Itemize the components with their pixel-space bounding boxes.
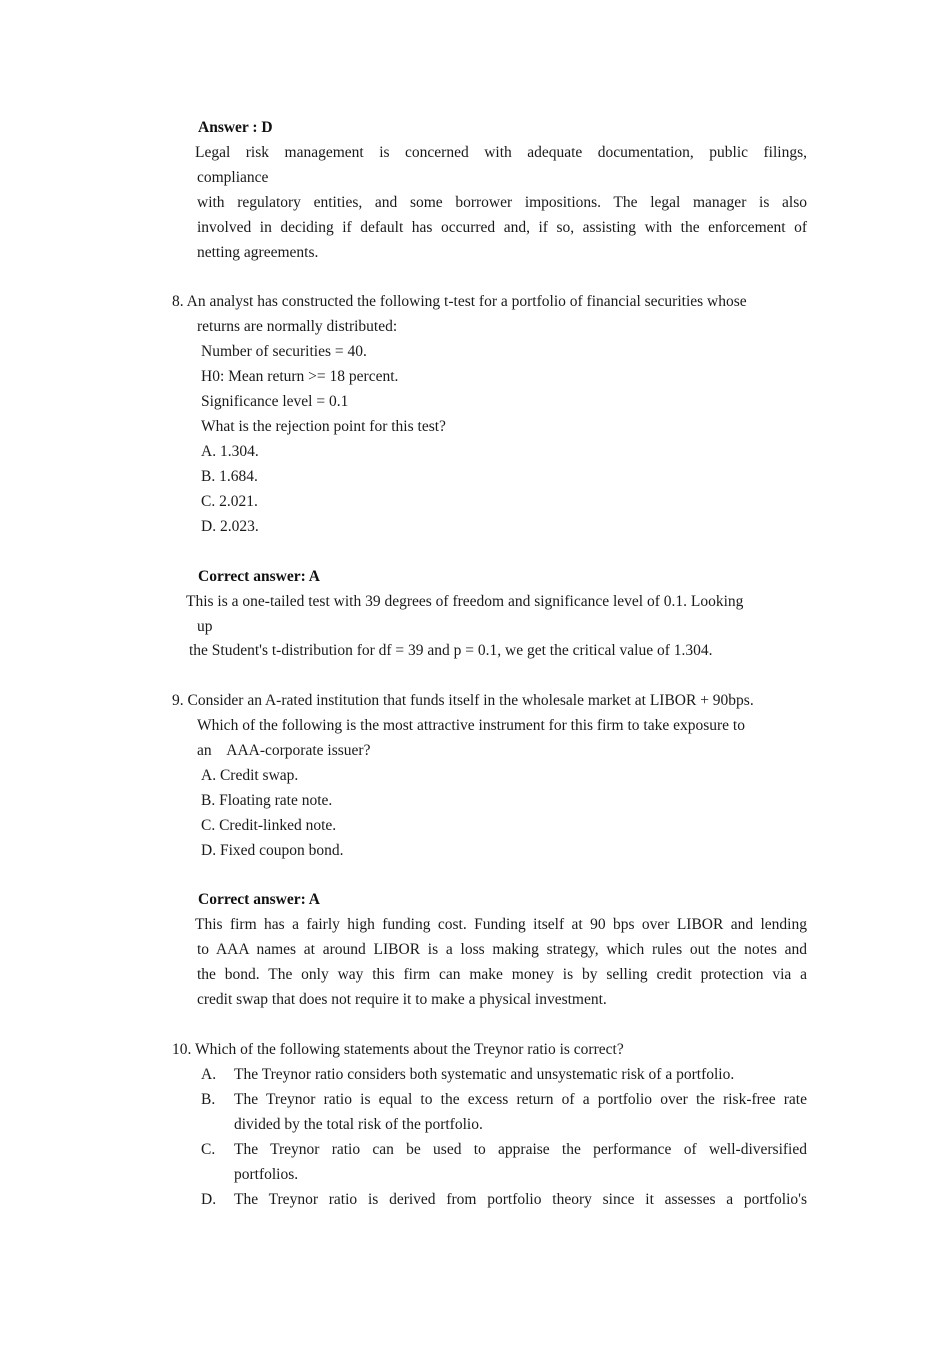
question-10-option-d-letter: D. <box>201 1191 217 1208</box>
question-10-option-a-text: The Treynor ratio considers both systematic and unsystematic risk of a portfolio. <box>234 1066 735 1083</box>
question-8-stem: 8. An analyst has constructed the following t-test for a portfolio of financial securities whose <box>172 293 747 310</box>
explanation-line: up <box>197 618 213 635</box>
question-9-stem: 9. Consider an A-rated institution that funds itself in the wholesale market at LIBOR + 90bps. <box>172 692 754 709</box>
question-8-info: H0: Mean return >= 18 percent. <box>201 368 399 385</box>
question-10-option-c-letter: C. <box>201 1141 216 1158</box>
explanation-line: netting agreements. <box>197 244 319 261</box>
question-8-option-a: A. 1.304. <box>201 443 259 460</box>
question-8-info: Significance level = 0.1 <box>201 393 349 410</box>
explanation-line: Legal risk management is concerned with adequate documentation, public filings, <box>195 144 807 161</box>
question-10-option-d-text: The Treynor ratio is derived from portfolio theory since it assesses a portfolio's <box>234 1191 807 1208</box>
explanation-line: with regulatory entities, and some borrower impositions. The legal manager is also <box>197 194 807 211</box>
correct-answer-heading: Correct answer: A <box>198 891 320 908</box>
question-8-info: What is the rejection point for this test? <box>201 418 446 435</box>
explanation-line: credit swap that does not require it to make a physical investment. <box>197 991 607 1008</box>
explanation-line: compliance <box>197 169 269 186</box>
question-8-option-c: C. 2.021. <box>201 493 258 510</box>
question-10-option-b-letter: B. <box>201 1091 216 1108</box>
question-10-option-c-text: The Treynor ratio can be used to appraise the performance of well-diversified <box>234 1141 807 1158</box>
question-9-stem: Which of the following is the most attractive instrument for this firm to take exposure to <box>197 717 745 734</box>
question-10-option-a-letter: A. <box>201 1066 217 1083</box>
question-9-option-c: C. Credit-linked note. <box>201 817 337 834</box>
correct-answer-heading: Correct answer: A <box>198 568 320 585</box>
question-8-stem: returns are normally distributed: <box>197 318 398 335</box>
question-9-option-a: A. Credit swap. <box>201 767 299 784</box>
explanation-line: the bond. The only way this firm can make money is by selling credit protection via a <box>197 966 807 983</box>
answer-heading: Answer : D <box>198 119 273 136</box>
question-8-option-b: B. 1.684. <box>201 468 258 485</box>
question-8-info: Number of securities = 40. <box>201 343 367 360</box>
explanation-line: involved in deciding if default has occurred and, if so, assisting with the enforcement of <box>197 219 807 236</box>
question-10-option-b-text: The Treynor ratio is equal to the excess return of a portfolio over the risk-free rate <box>234 1091 807 1108</box>
question-8-option-d: D. 2.023. <box>201 518 259 535</box>
question-9-option-b: B. Floating rate note. <box>201 792 333 809</box>
explanation-line: This firm has a fairly high funding cost. Funding itself at 90 bps over LIBOR and lending <box>195 916 807 933</box>
explanation-line: the Student's t-distribution for df = 39 and p = 0.1, we get the critical value of 1.304. <box>189 642 713 659</box>
explanation-line: to AAA names at around LIBOR is a loss making strategy, which rules out the notes and <box>197 941 807 958</box>
question-10-option-c-text: portfolios. <box>234 1166 299 1183</box>
question-9-stem: an AAA-corporate issuer? <box>197 742 371 759</box>
question-10-option-b-text: divided by the total risk of the portfolio. <box>234 1116 483 1133</box>
question-10-stem: 10. Which of the following statements about the Treynor ratio is correct? <box>172 1041 624 1058</box>
explanation-line: This is a one-tailed test with 39 degrees of freedom and significance level of 0.1. Looking <box>186 593 744 610</box>
question-9-option-d: D. Fixed coupon bond. <box>201 842 344 859</box>
